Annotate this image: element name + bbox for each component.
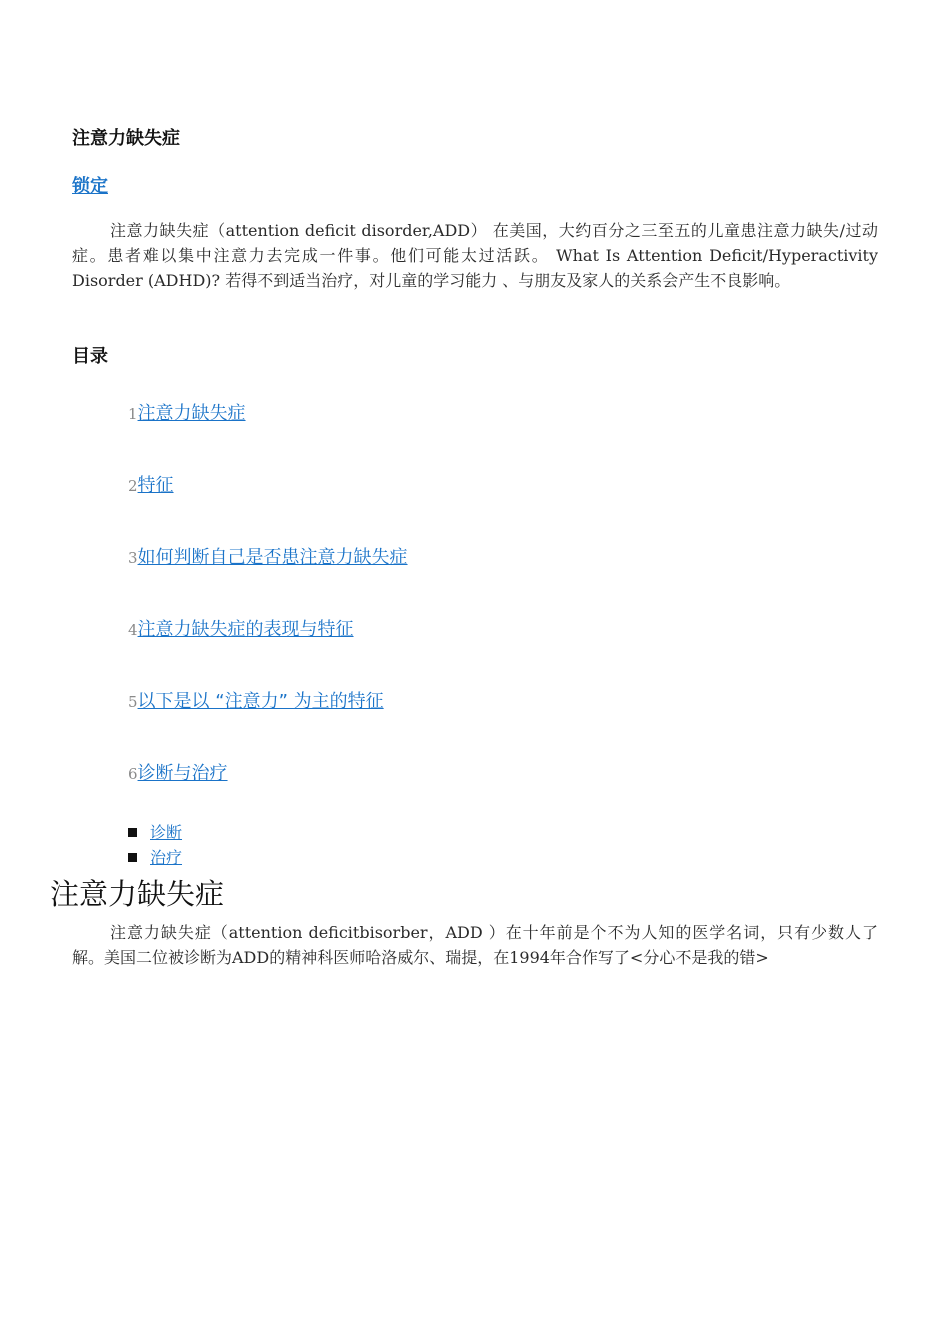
toc-number: 2: [128, 477, 138, 495]
document-title: 注意力缺失症: [72, 128, 180, 149]
toc-item: [128, 472, 408, 544]
toc-number: 3: [128, 549, 138, 567]
toc-number: 5: [128, 693, 138, 711]
toc-number: 1: [128, 405, 138, 423]
toc-link[interactable]: 如何判断自己是否患注意力缺失症: [137, 547, 408, 568]
section-paragraph: 注意力缺失症（attention deficitbisorber，ADD ）在十年前是个不为人知的医学名词，只有少数人了解。美国二位被诊断为ADD的精神科医师哈洛威尔、瑞提，在1994年合作写了<分心不是我的错>: [72, 923, 878, 967]
toc-item: [128, 616, 408, 688]
toc-sub-link[interactable]: 治疗: [150, 848, 183, 867]
square-bullet-icon: [128, 828, 137, 837]
toc-sub-link[interactable]: 诊断: [150, 823, 183, 842]
toc-item: [128, 400, 408, 472]
toc-item: [128, 688, 408, 760]
toc-link[interactable]: 注意力缺失症的表现与特征: [137, 619, 354, 640]
toc-sub-item: [128, 820, 182, 845]
toc-number: 4: [128, 621, 138, 639]
section-heading: 注意力缺失症: [50, 877, 225, 911]
toc-title: 目录: [72, 346, 108, 367]
toc-number: 6: [128, 765, 138, 783]
toc-sub-item: [128, 845, 182, 870]
toc-item: [128, 544, 408, 616]
toc-link[interactable]: 特征: [137, 475, 174, 496]
toc-link[interactable]: 诊断与治疗: [137, 763, 228, 784]
square-bullet-icon: [128, 853, 137, 862]
toc-link[interactable]: 以下是以 “注意力” 为主的特征: [137, 691, 384, 712]
toc-sub-list: [128, 820, 182, 870]
toc-link[interactable]: 注意力缺失症: [137, 403, 246, 424]
table-of-contents: [128, 400, 408, 832]
intro-paragraph: 注意力缺失症（attention deficit disorder,ADD） 在美国，大约百分之三至五的儿童患注意力缺失/过动症。患者难以集中注意力去完成一件事。他们可能太过活跃。 What Is Attention Deficit/Hyperactivity Disorder (ADHD)? 若得不到适当治疗，对儿童的学习能力 、与朋友及家人的关系会产生不良影响。: [72, 221, 878, 290]
lock-link[interactable]: 锁定: [72, 176, 108, 197]
